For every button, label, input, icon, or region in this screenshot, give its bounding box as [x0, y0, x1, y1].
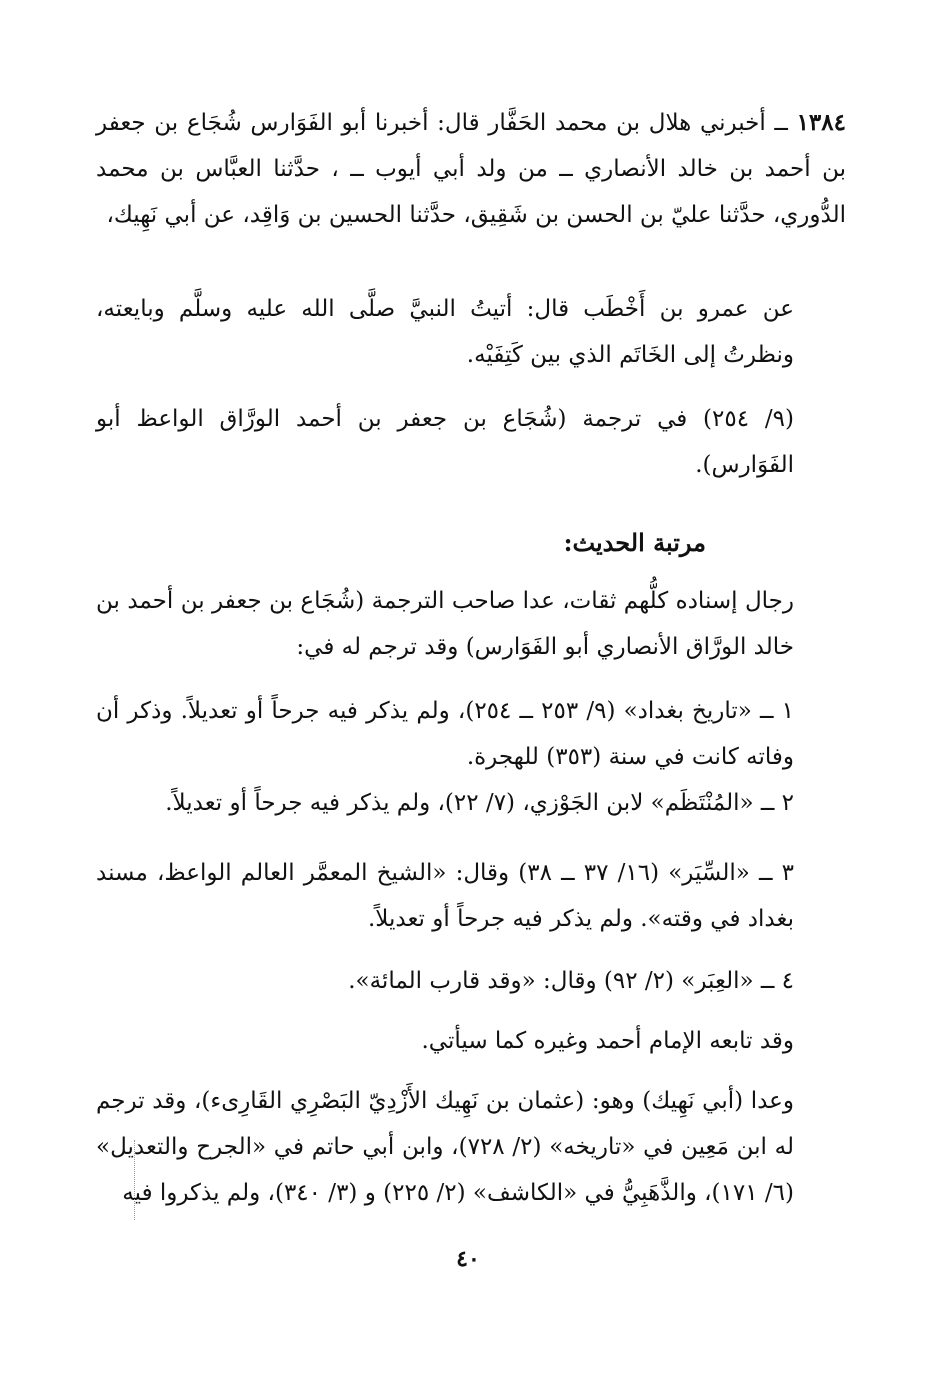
hadith-paragraph [96, 100, 846, 238]
list-item: ١ ــ «تاريخ بغداد» (٩/ ٢٥٣ ــ ٢٥٤)، ولم يذكر فيه جرحاً أو تعديلاً. وذكر أن وفاته كانت في سنة (٣٥٣) للهجرة. [96, 698, 795, 770]
follow-up-note: وقد تابعه الإمام أحمد وغيره كما سيأتي. [421, 1028, 794, 1054]
closing-paragraph: وعدا (أبي نَهِيك) وهو: (عثمان بن نَهِيك الأَزْدِيّ البَصْرِي القَارِىء)، وقد ترجم له ابن مَعِين في «تاريخه» (٢/ ٧٢٨)، وابن أبي حاتم في «الجرح والتعديل» (٦/ ١٧١)، والذَّهَبِيُّ في «الكاشف» (٢/ ٢٢٥) و (٣/ ٣٤٠)، ولم يذكروا فيه [96, 1088, 795, 1206]
page-number: ٤٠ [456, 1246, 480, 1272]
hadith-chain-text: ــ أخبرني هلال بن محمد الحَفَّار قال: أخبرنا أبو الفَوَارس شُجَاع بن جعفر بن أحمد بن خالد الأنصاري ــ من ولد أبي أيوب ــ ، حدَّثنا العبَّاس بن محمد الدُّوري، حدَّثنا عليّ بن الحسن بن شَقِيق، حدَّثنا الحسين بن وَاقِد، عن أبي نَهِيك، [96, 110, 846, 228]
list-item: ٣ ــ «السِّيَر» (١٦/ ٣٧ ــ ٣٨) وقال: «الشيخ المعمَّر العالم الواعظ، مسند بغداد في وقته». ولم يذكر فيه جرحاً أو تعديلاً. [96, 860, 794, 932]
list-item: ٤ ــ «العِبَر» (٢/ ٩٢) وقال: «وقد قارب المائة». [348, 968, 794, 994]
source-reference: (٩/ ٢٥٤) في ترجمة (شُجَاع بن جعفر بن أحمد الورَّاق الواعظ أبو الفَوَارس). [96, 406, 795, 478]
list-item: ٢ ــ «المُنْتَظَم» لابن الجَوْزي، (٧/ ٢٢)، ولم يذكر فيه جرحاً أو تعديلاً. [165, 790, 794, 816]
scan-gutter-divider [134, 1140, 136, 1220]
section-heading: مرتبة الحديث: [563, 528, 706, 557]
hadith-narration: عن عمرو بن أَخْطَب قال: أتيتُ النبيَّ صلَّى الله عليه وسلَّم وبايعته، ونظرتُ إلى الخَاتَم الذي بين كَتِفَيْه. [96, 296, 794, 368]
hadith-number: ١٣٨٤ [796, 109, 846, 136]
grading-intro: رجال إسناده كلُّهم ثقات، عدا صاحب الترجمة (شُجَاع بن جعفر بن أحمد بن خالد الورَّاق الأنصاري أبو الفَوَارس) وقد ترجم له في: [96, 588, 794, 660]
